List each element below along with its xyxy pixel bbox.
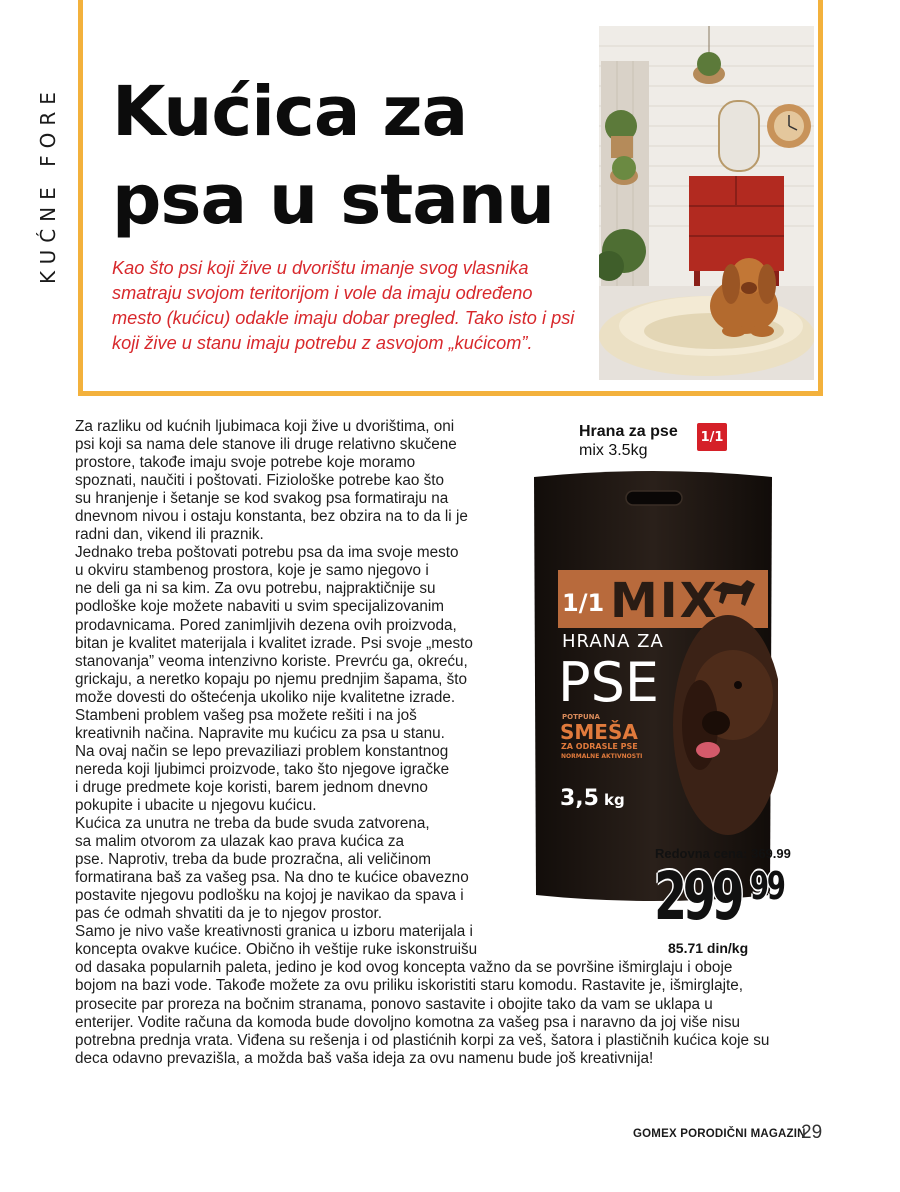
body-line: formatirana baš za vašeg psa. Na dno te kućice obavezno <box>75 869 469 887</box>
body-line: radni dan, vikend ili praznik. <box>75 526 264 544</box>
body-line: prosecite par proreza na bočnim stranama, ponovo sastavite i obojite tako da vam se uklapa u <box>75 995 713 1013</box>
package-tag-sub1: ZA ODRASLE PSE <box>561 742 638 751</box>
body-line: postavite njegovu podlošku na kojoj je navikao da spava i <box>75 887 464 905</box>
body-line: u okviru stambenog prostora, koje je samo njegovo i <box>75 562 429 580</box>
body-line: psi koji sa nama dele stanove ili druge relativno skučene <box>75 436 457 454</box>
article-column <box>75 418 510 959</box>
body-line: ne deli ga ni sa kim. Za ovu potrebu, najpraktičnije su <box>75 580 436 598</box>
body-line: prostore, takođe imaju svoje potrebe koje moramo <box>75 454 416 472</box>
product-name: Hrana za pse <box>579 423 678 440</box>
body-line: pas će odmah shvatiti da je to njegov prostor. <box>75 905 382 923</box>
package-tag-big: SMEŠA <box>560 720 638 744</box>
package-brand: MIX <box>610 573 719 629</box>
body-line: kreativnih načina. Napravite mu kućicu za psa u stanu. <box>75 724 445 742</box>
package-line1: HRANA ZA <box>562 631 664 652</box>
unit-price: 85.71 din/kg <box>668 940 749 956</box>
body-line: dnevnom nivou i ostaju konstanta, bez obzira na to da li je <box>75 508 468 526</box>
body-line: Za razliku od kućnih ljubimaca koji žive u dvorištima, oni <box>75 418 455 435</box>
body-line: Samo je nivo vaše kreativnosti granica u izboru materijala i <box>75 923 473 941</box>
package-line2: PSE <box>558 651 659 714</box>
body-line: pse. Naprotiv, treba da bude prozračna, ali veličinom <box>75 851 431 869</box>
body-line: deca odavno prevazišla, a možda baš vaša ideja za ovu namenu bude još kreativnija! <box>75 1049 654 1067</box>
body-line: nereda koji ljubimci proizvode, tako što njegove igračke <box>75 760 450 778</box>
package-weight: 3,5 <box>560 786 599 811</box>
package-tag-sub2: NORMALNE AKTIVNOSTI <box>561 753 643 760</box>
body-line: podloške koje možete nabaviti u svim specijalizovanim <box>75 598 445 616</box>
regular-price: Redovna cena: 369.99 <box>655 846 791 861</box>
page-number: 29 <box>801 1122 823 1143</box>
package-weight-unit: kg <box>604 791 625 809</box>
hero-photo-dog-room <box>599 26 814 380</box>
price-integer: 299 <box>654 858 741 935</box>
body-line: bojom na bazi vode. Takođe možete za ovu priliku iskoristiti staru komodu. Rastavite je, išmirglajte, <box>75 977 743 995</box>
body-line: može dovesti do oštećenja ukoliko nije kvalitetne izrade. <box>75 688 456 706</box>
magazine-name: GOMEX PORODIČNI MAGAZIN <box>633 1128 806 1140</box>
package-tag-small: POTPUNA <box>562 713 600 721</box>
body-line: Stambeni problem vašeg psa možete rešiti i na još <box>75 706 417 724</box>
body-line: prodavnicama. Pored zanimljivih dezena ovih proizvoda, <box>75 616 457 634</box>
body-line: bitan je kvalitet materijala i kvalitet izrade. Psi svoje „mesto <box>75 634 473 652</box>
brand-badge: 1/1 <box>697 423 727 451</box>
body-line: enterijer. Vodite računa da komoda bude dovoljno komotna za vašeg psa i naravno da joj više nisu <box>75 1013 740 1031</box>
section-label: KUĆNE FORE <box>36 85 60 285</box>
product-variant: mix 3.5kg <box>579 442 648 459</box>
body-line: stanovanja” veoma intenzivno koriste. Prevrću ga, okreću, <box>75 652 468 670</box>
body-line: i druge predmete koje koristi, barem jednom dnevno <box>75 778 428 796</box>
sale-price <box>654 858 797 938</box>
body-line: su hranjenje i šetanje se kod svakog psa formatiraju na <box>75 490 449 508</box>
body-line: pokupite i ubacite u njegovu kućicu. <box>75 796 317 814</box>
body-line: od dasaka popularnih paleta, jedino je kod ovog koncepta važno da se površine išmirglaju i oboje <box>75 959 733 977</box>
body-line: grickaju, a neretko kopaju po njemu prednjim šapama, što <box>75 670 467 688</box>
body-line: Kućica za unutra ne treba da bude svuda zatvorena, <box>75 815 430 833</box>
product-title <box>579 422 678 460</box>
body-line: spoznati, naučiti i poštovati. Fiziološke potrebe kao što <box>75 472 445 490</box>
body-line: potrebna prednja vrata. Viđena su rešenja i od plastićnih korpi za veš, šatora i plastičnih kućica koje su <box>75 1031 770 1049</box>
title-line-1: Kućica za <box>112 72 468 152</box>
body-line: Jednako treba poštovati potrebu psa da ima svoje mesto <box>75 544 459 562</box>
page-title <box>112 68 592 244</box>
package-brand-mark: 1/1 <box>562 589 605 617</box>
title-line-2: psa u stanu <box>112 160 555 240</box>
body-line: Na ovaj način se lepo prevaziliazi problem konstantnog <box>75 742 449 760</box>
product-package-image <box>528 465 778 905</box>
lead-paragraph: Kao što psi koji žive u dvorištu imanje svog vlasnika smatraju svojom teritorijom i vole da imaju određeno mesto (kućicu) odakle imaju dobar pregled. Tako isto i psi koji žive u stanu imaju potrebu z asvojom „kućicom”. <box>112 258 575 353</box>
body-line: koncepta ovakve kućice. Obično ih veštije ruke iskonstruišu <box>75 941 478 959</box>
body-line: sa malim otvorom za ulazak kao prava kućica za <box>75 833 405 851</box>
price-decimal: 99 <box>750 864 784 908</box>
